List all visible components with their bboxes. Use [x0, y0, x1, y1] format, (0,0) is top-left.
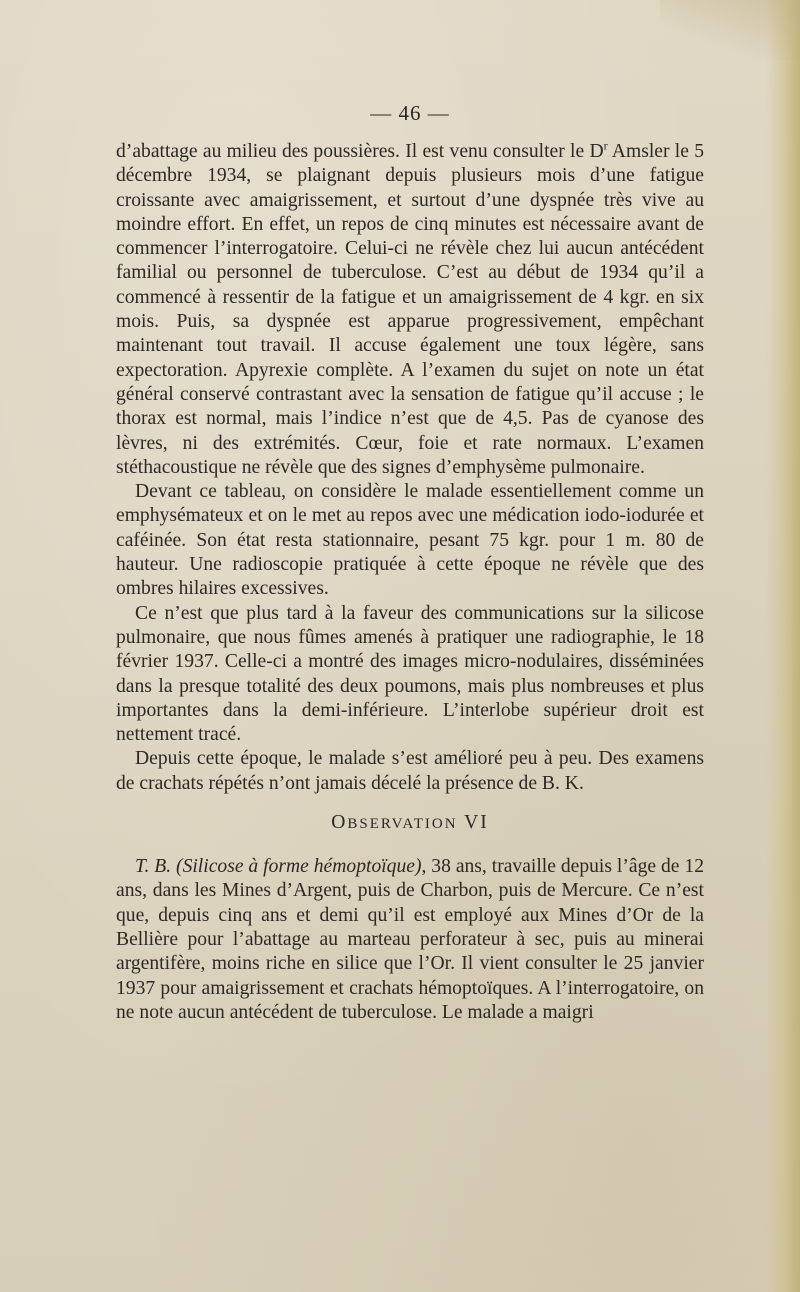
patient-initials: T. B. — [135, 856, 172, 878]
page-edge-shadow — [766, 0, 800, 1292]
paragraph-text: Amsler le 5 décembre 1934, se plaignant depuis plusieurs mois d’une fatigue croissante avec amaigrissement, et surtout d’une dyspnée très vive au moindre effort. En effet, un repos de cinq minutes est nécessaire avant de commencer l’interrogatoire. Celui-ci ne révèle chez lui aucun antécédent familial ou personnel de tuberculose. C’est au début de 1934 qu’il a commencé à ressentir de la fatigue et un amaigrissement de 4 kgr. en six mois. Puis, sa dyspnée est apparue progressivement, empêchant maintenant tout travail. Il accuse également une toux légère, sans expectoration. Apyrexie complète. A l’examen du sujet on note un état général conservé contrastant avec la sensation de fatigue qu’il accuse ; le thorax est normal, mais l’indice n’est que de 4,5. Pas de cyanose des lèvres, ni des extrémités. Cœur, foie et rate normaux. L’examen stéthacoustique ne révèle que des signes d’emphysème pulmonaire. — [116, 141, 704, 478]
paragraph-treatment: Devant ce tableau, on considère le malade essentiellement comme un emphysémateux et on le met au repos avec une médication iodo-iodurée et caféinée. Son état resta stationnaire, pesant 75 kgr. pour 1 m. 80 de hauteur. Une radioscopie pratiquée à cette époque ne révèle que des ombres hilaires excessives. — [116, 481, 704, 600]
paragraph-text: d’abattage au milieu des poussières. Il est venu consulter le D — [116, 141, 604, 162]
heading-initial: O — [331, 812, 348, 834]
heading-numeral: VI — [464, 812, 489, 834]
paragraph-case-history — [116, 140, 704, 480]
section-heading — [116, 811, 704, 836]
paragraph-observation — [116, 855, 704, 1025]
observation-title: (Silicose à forme hémoptoïque) — [176, 856, 422, 878]
page-number: — 46 — — [370, 101, 450, 125]
superscript: r — [603, 138, 608, 153]
heading-rest: BSERVATION — [347, 816, 458, 833]
page-corner-stain — [660, 0, 800, 60]
observation-text: , 38 ans, travaille depuis l’âge de 12 ans, dans les Mines d’Argent, puis de Charbon, puis de Mercure. Ce n’est que, depuis cinq ans et demi qu’il est employé aux Mines d’Or de la Bellière pour l’abattage au marteau perforateur à sec, puis au minerai argentifère, moins riche en silice que l’Or. Il vient consulter le 25 janvier 1937 pour amaigrissement et crachats hémoptoïques. A l’interrogatoire, on ne note aucun antécédent de tuberculose. Le malade a maigri — [116, 856, 704, 1023]
book-page — [116, 98, 704, 1025]
paragraph-radiography: Ce n’est que plus tard à la faveur des communications sur la silicose pulmonaire, que nous fûmes amenés à pratiquer une radiographie, le 18 février 1937. Celle-ci a montré des images micro-nodulaires, disséminées dans la presque totalité des deux poumons, mais plus nombreuses et plus importantes dans la demi-inférieure. L’interlobe supérieur droit est nettement tracé. — [116, 602, 704, 746]
paragraph-improvement: Depuis cette époque, le malade s’est amélioré peu à peu. Des examens de crachats répétés n’ont jamais décelé la présence de B. K. — [116, 748, 704, 794]
